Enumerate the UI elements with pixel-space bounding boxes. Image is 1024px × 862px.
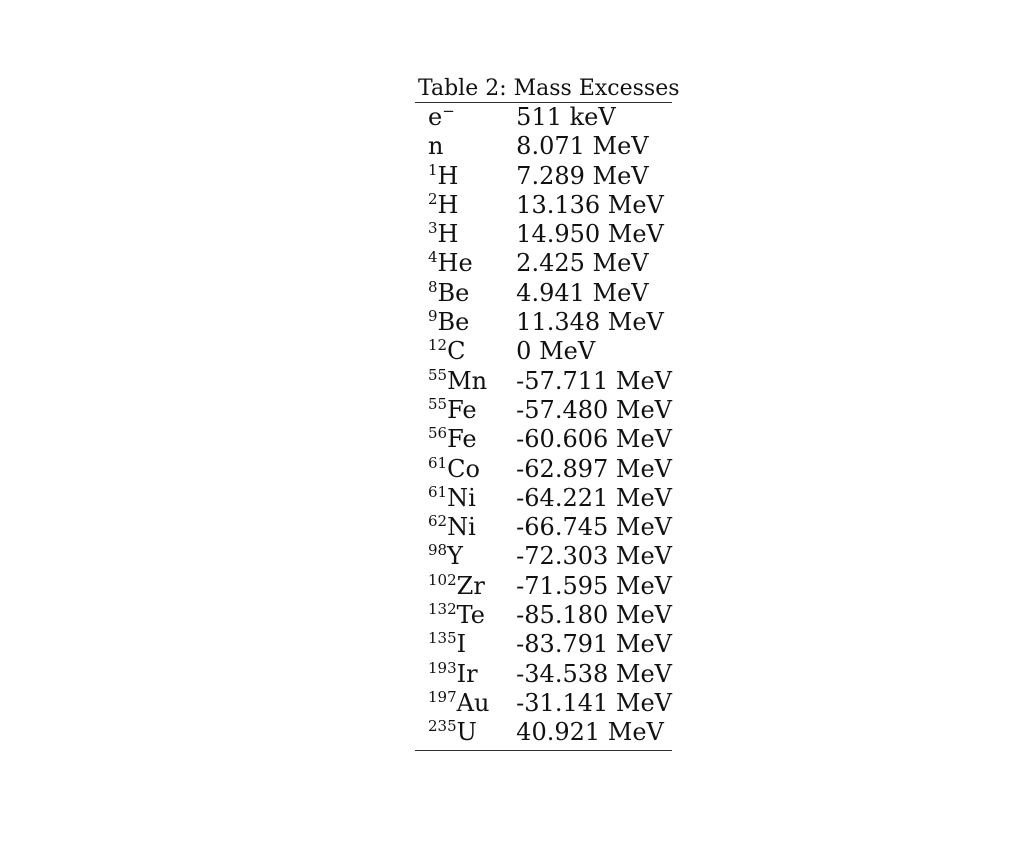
table-row <box>415 162 672 191</box>
isotope-cell <box>415 220 516 249</box>
mass-number: 2 <box>428 189 438 208</box>
element-symbol: I <box>456 630 467 659</box>
mass-excess-value: -71.595 MeV <box>516 571 672 600</box>
mass-number: 62 <box>428 512 448 531</box>
element-symbol: Ni <box>447 483 476 512</box>
mass-excess-value: 7.289 MeV <box>516 161 649 190</box>
table-row <box>415 455 672 484</box>
mass-excess-value: -64.221 MeV <box>516 483 672 512</box>
element-symbol: H <box>437 190 459 219</box>
element-symbol: Co <box>447 454 480 483</box>
mass-number: 3 <box>428 219 438 238</box>
element-symbol: C <box>447 337 466 366</box>
table-row <box>415 484 672 513</box>
element-symbol: H <box>437 161 459 190</box>
element-symbol: Be <box>437 278 470 307</box>
table-row <box>415 718 672 747</box>
mass-excess-value: -34.538 MeV <box>516 659 672 688</box>
isotope-cell <box>415 718 516 747</box>
table-row <box>415 660 672 689</box>
table-row <box>415 308 672 337</box>
mass-excess-value: 11.348 MeV <box>516 308 664 337</box>
mass-number: 132 <box>428 600 457 619</box>
isotope-cell <box>415 103 516 132</box>
table-row <box>415 513 672 542</box>
element-symbol: Ir <box>456 659 478 688</box>
table-caption: Table 2: Mass Excesses <box>418 76 680 101</box>
isotope-cell <box>415 601 516 630</box>
isotope-cell <box>415 337 516 366</box>
isotope-cell <box>415 630 516 659</box>
mass-number: 197 <box>428 687 457 706</box>
mass-excess-value: 13.136 MeV <box>516 190 664 219</box>
mass-excess-value: -60.606 MeV <box>516 425 672 454</box>
mass-excess-value: -72.303 MeV <box>516 542 672 571</box>
isotope-cell <box>415 396 516 425</box>
mass-excess-table-container <box>415 76 680 751</box>
mass-number: 61 <box>428 482 448 501</box>
isotope-cell <box>415 542 516 571</box>
mass-excess-value: 2.425 MeV <box>516 249 649 278</box>
element-symbol: Mn <box>447 366 488 395</box>
table-row <box>415 630 672 659</box>
mass-excess-value: -83.791 MeV <box>516 630 672 659</box>
element-symbol: Au <box>456 688 490 717</box>
mass-number: 56 <box>428 424 448 443</box>
mass-excess-value: 511 keV <box>516 103 616 131</box>
table-body <box>415 103 672 748</box>
isotope-cell <box>415 660 516 689</box>
element-symbol: Fe <box>447 425 477 454</box>
element-symbol: n <box>428 132 444 161</box>
element-symbol: Y <box>447 542 463 571</box>
table-row <box>415 367 672 396</box>
table-row <box>415 103 672 132</box>
element-symbol: Ni <box>447 513 476 542</box>
mass-excess-value: 4.941 MeV <box>516 278 649 307</box>
table-row <box>415 601 672 630</box>
mass-excess-value: 0 MeV <box>516 337 596 366</box>
element-symbol: He <box>437 249 473 278</box>
element-symbol: H <box>437 220 459 249</box>
mass-excess-value: -62.897 MeV <box>516 454 672 483</box>
mass-excess-value: -66.745 MeV <box>516 513 672 542</box>
mass-excess-value: -57.480 MeV <box>516 395 672 424</box>
isotope-cell <box>415 455 516 484</box>
mass-excess-value: -31.141 MeV <box>516 688 672 717</box>
element-symbol: Zr <box>456 571 485 600</box>
element-symbol: Fe <box>447 395 477 424</box>
mass-excess-value: 8.071 MeV <box>516 132 649 161</box>
table-row <box>415 220 672 249</box>
isotope-cell <box>415 132 516 161</box>
mass-excess-value: -85.180 MeV <box>516 601 672 630</box>
charge-superscript: − <box>442 102 455 120</box>
mass-number: 193 <box>428 658 457 677</box>
isotope-cell <box>415 249 516 278</box>
mass-number: 55 <box>428 394 448 413</box>
element-symbol: Be <box>437 308 470 337</box>
table-row <box>415 396 672 425</box>
mass-number: 102 <box>428 570 457 589</box>
table-row <box>415 572 672 601</box>
isotope-cell <box>415 191 516 220</box>
element-symbol: U <box>456 718 477 747</box>
mass-number: 4 <box>428 248 438 267</box>
mass-number: 12 <box>428 336 448 355</box>
table-row <box>415 542 672 571</box>
isotope-cell <box>415 484 516 513</box>
mass-excess-table <box>415 103 672 748</box>
table-row <box>415 337 672 366</box>
element-symbol: Te <box>456 601 485 630</box>
isotope-cell <box>415 308 516 337</box>
mass-number: 8 <box>428 277 438 296</box>
isotope-cell <box>415 572 516 601</box>
table-row <box>415 132 672 161</box>
table-row <box>415 191 672 220</box>
isotope-cell <box>415 689 516 718</box>
mass-number: 55 <box>428 365 448 384</box>
mass-excess-value: 14.950 MeV <box>516 220 664 249</box>
element-symbol: e <box>428 103 443 131</box>
isotope-cell <box>415 367 516 396</box>
mass-number: 98 <box>428 541 448 560</box>
mass-excess-value: 40.921 MeV <box>516 718 664 747</box>
table-row <box>415 279 672 308</box>
isotope-cell <box>415 513 516 542</box>
mass-number: 235 <box>428 717 457 736</box>
mass-number: 9 <box>428 307 438 326</box>
isotope-cell <box>415 425 516 454</box>
table-row <box>415 249 672 278</box>
table-row <box>415 689 672 718</box>
mass-number: 61 <box>428 453 448 472</box>
mass-excess-value: -57.711 MeV <box>516 366 672 395</box>
table-row <box>415 425 672 454</box>
mass-number: 135 <box>428 629 457 648</box>
mass-number: 1 <box>428 160 438 179</box>
table-bottom-rule <box>415 750 672 751</box>
isotope-cell <box>415 162 516 191</box>
isotope-cell <box>415 279 516 308</box>
